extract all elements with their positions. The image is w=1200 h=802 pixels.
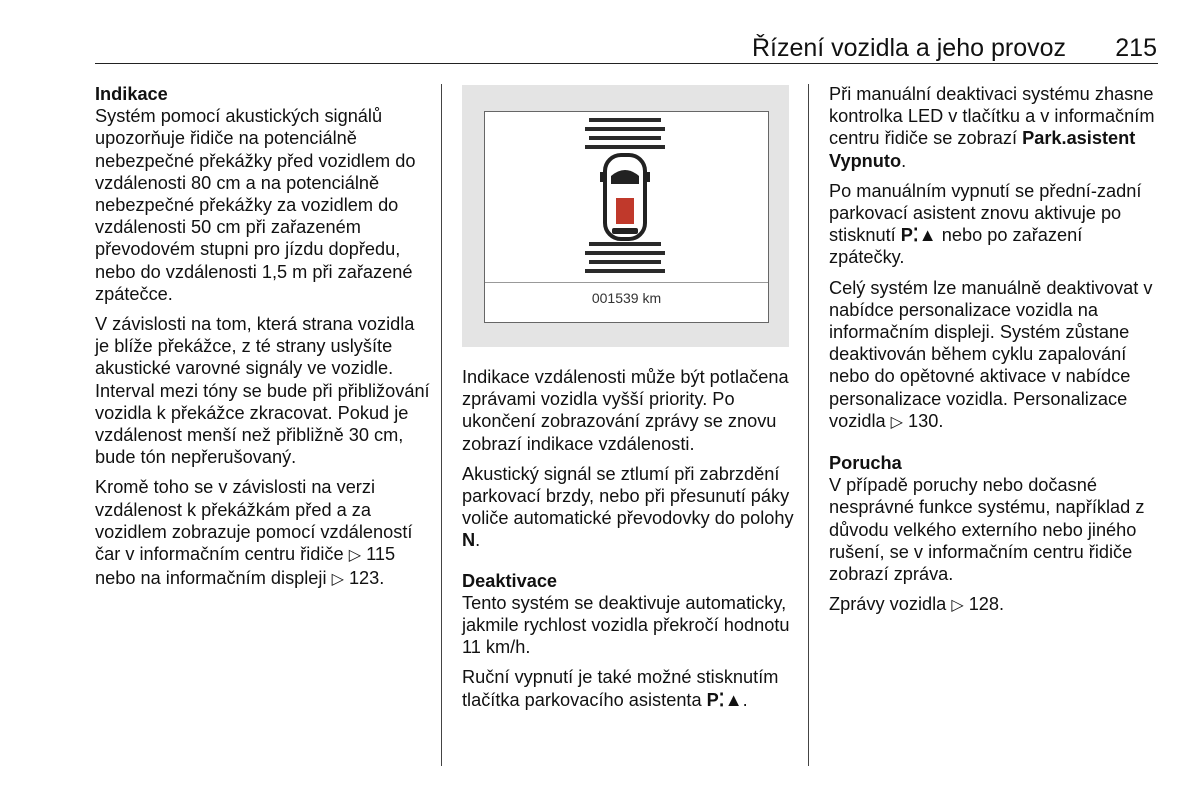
driver-info-screen: [484, 111, 769, 323]
distance-indicator-graphic: [485, 112, 768, 282]
park-assist-button-icon: P⁚▲: [900, 225, 937, 246]
paragraph: V závislosti na tom, která strana vozidla je blíže překážce, z té strany uslyšíte akustické varovné signály ve vozidle. Interval mezi tóny se bude při přibližování vozidla k překážce zkracovat. Pokud je vzdálenost menší než přibližně 30 cm, bude tón nepřerušovaný.: [95, 314, 430, 468]
chapter-title: Řízení vozidla a jeho provoz: [751, 34, 1066, 62]
section-heading-indikace: Indikace: [95, 84, 168, 104]
paragraph: Celý systém lze manuálně deaktivovat v nabídce personalizace vozidla na informačním displeji. Systém zůstane deaktivován během cyklu zapalování nebo do opětovné aktivace v nabídce personalizace vozidla. Personalizace vozidla ▷ 130.: [829, 277, 1153, 431]
column-divider-2: [808, 84, 809, 766]
column-1: [95, 83, 430, 599]
park-assist-button-icon: P⁚▲: [706, 689, 743, 710]
paragraph: Systém pomocí akustických signálů upozorňuje řidiče na potenciálně nebezpečné překážky před vozidlem do vzdálenosti 80 cm a na potenciálně nebezpečné překážky za vozidlem do vzdálenosti 50 cm při zařazeném převodovém stupni pro jízdu dopředu, nebo do vzdálenosti 1,5 m při zařazené zpátečce.: [95, 106, 416, 304]
paragraph: Ruční vypnutí je také možné stisknutím tlačítka parkovacího asistenta P⁚▲.: [462, 667, 779, 710]
status-message: Park.asistent Vypnuto: [829, 128, 1136, 171]
paragraph: Akustický signál se ztlumí při zabrzdění parkovací brzdy, nebo při přesunutí páky voliče automatické převodovky do polohy N.: [462, 463, 794, 551]
paragraph: Indikace vzdálenosti může být potlačena zprávami vozidla vyšší priority. Po ukončení zobrazování zprávy se znovu zobrazí indikace vzdálenosti.: [462, 367, 789, 454]
column-2: [462, 366, 797, 719]
odometer-readout: 001539 km: [591, 290, 662, 306]
column-3: [829, 83, 1159, 625]
paragraph: Při manuální deaktivaci systému zhasne kontrolka LED v tlačítku a v informačním centru řidiče se zobrazí Park.asistent Vypnuto.: [829, 84, 1155, 171]
car-icon: [600, 155, 650, 239]
column-divider-1: [441, 84, 442, 766]
rear-distance-bars: [585, 242, 665, 273]
reference-arrow-icon: ▷: [348, 547, 362, 565]
paragraph: Po manuálním vypnutí se přední-zadní parkovací asistent znovu aktivuje po stisknutí P⁚▲ nebo po zařazení zpátečky.: [829, 180, 1142, 268]
page-number: 215: [1115, 34, 1157, 62]
front-distance-bars: [585, 118, 665, 149]
page-reference[interactable]: 123: [348, 568, 380, 589]
screen-separator: [485, 282, 768, 283]
reference-arrow-icon: ▷: [331, 571, 344, 589]
gear-position-n: N: [462, 530, 476, 551]
header-rule: [95, 63, 1158, 64]
page-reference[interactable]: 130: [908, 410, 939, 431]
reference-arrow-icon: ▷: [890, 413, 903, 431]
section-heading-deaktivace: Deaktivace: [462, 570, 558, 591]
paragraph: Kromě toho se v závislosti na verzi vzdálenost k překážkám před a za vozidlem zobrazuje pomocí vzdáleností čar v informačním centru řidiče ▷ 115 nebo na informačním displeji ▷ 123.: [95, 477, 413, 589]
page-reference[interactable]: 128: [968, 594, 1000, 615]
paragraph: Zprávy vozidla ▷ 128.: [829, 594, 1005, 615]
page-reference[interactable]: 115: [366, 544, 396, 565]
reference-arrow-icon: ▷: [951, 597, 964, 615]
paragraph: V případě poruchy nebo dočasné nesprávné funkce systému, například z důvodu velkého externího nebo jiného rušení, se v informačním centru řidiče zobrazí zpráva.: [829, 475, 1145, 585]
parking-assist-display-figure: [462, 85, 789, 347]
section-heading-porucha: Porucha: [829, 453, 902, 474]
paragraph: Tento systém se deaktivuje automaticky, jakmile rychlost vozidla překročí hodnotu 11 km/h.: [462, 592, 790, 658]
